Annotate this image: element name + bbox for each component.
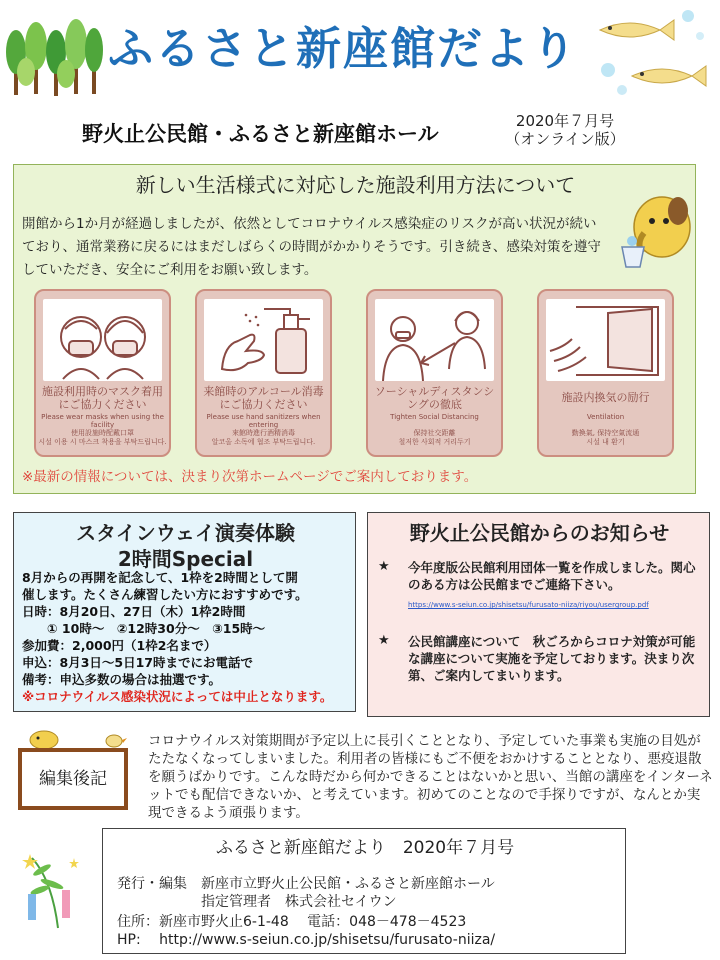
card-mask-cn: 使用設施時配戴口罩 xyxy=(71,429,134,437)
page-title: ふるさと新座館だより xyxy=(108,22,579,75)
star-bullet: ★ xyxy=(378,559,390,574)
notice-title: 新しい生活様式に対応した施設利用方法について xyxy=(135,173,576,197)
usergroup-link[interactable]: https://www.s-seiun.co.jp/shisetsu/furusato-niiza/riyou/usergroup.pdf xyxy=(408,601,649,609)
card-sanitizer-jp: 来館時のアルコール消毒にご協力ください xyxy=(203,385,324,411)
news-title: 野火止公民館からのお知らせ xyxy=(409,521,670,545)
card-ventilation-cn: 勤換氣, 保持空氣流通 xyxy=(571,429,640,437)
tree-icon xyxy=(4,12,104,98)
steinway-line: ① 10時～ ②12時30分～ ③15時～ xyxy=(22,621,266,636)
mascot-icon xyxy=(614,187,694,277)
star-bullet: ★ xyxy=(378,633,390,648)
steinway-line: 催します。たくさん練習したい方におすすめです。 xyxy=(22,587,308,602)
window-icon xyxy=(546,299,665,381)
card-mask xyxy=(34,289,171,457)
news-item-usergroup: 今年度版公民館利用団体一覧を作成しました。関心のある方は公民館までご連絡下さい。 xyxy=(408,560,696,592)
card-ventilation-jp: 施設内換気の励行 xyxy=(561,391,650,404)
colophon-title: ふるさと新座館だより 2020年７月号 xyxy=(215,838,515,858)
card-mask-en: Please wear masks when using the facility xyxy=(41,413,164,429)
card-ventilation xyxy=(537,289,674,457)
bird-icon xyxy=(22,726,128,750)
steinway-box xyxy=(13,512,356,712)
card-sanitizer-en: Please use hand sanitizers when entering xyxy=(206,413,321,429)
card-distancing-cn: 保持社交距離 xyxy=(413,429,456,437)
card-mask-kr: 시설 이용 시 마스크 착용을 부탁드립니다. xyxy=(38,438,167,446)
card-mask-jp: 施設利用時のマスク着用にご協力ください xyxy=(42,385,163,411)
steinway-subtitle: 2時間Special xyxy=(117,547,254,571)
issue-label xyxy=(505,112,625,148)
news-box xyxy=(367,512,710,717)
card-distancing-jp: ソーシャルディスタンシングの徹底 xyxy=(374,385,495,411)
colophon-address: 住所：新座市野火止6-1-48 電話：048－478－4523 xyxy=(117,914,467,930)
card-distancing-kr: 철저한 사회적 거리두기 xyxy=(398,438,471,446)
steinway-title: スタインウェイ演奏体験 xyxy=(76,521,295,545)
steinway-line: 参加費：2,000円（1枠2名まで） xyxy=(22,638,217,653)
notice-body: 開館から1か月が経過しましたが、依然としてコロナウイルス感染症のリスクが高い状況が続いており、通常業務に戻るにはまだしばらくの時間がかかりそうです。引き続き、感染対策を遵守していただき、安全にご利用をお願い致します。 xyxy=(22,216,601,278)
steinway-line: 8月からの再開を記念して、1枠を2時間として開 xyxy=(22,570,298,585)
colophon-manager: 指定管理者 株式会社セイウン xyxy=(117,894,397,910)
tanabata-icon xyxy=(22,850,84,930)
colophon-publisher: 発行・編集 新座市立野火止公民館・ふるさと新座館ホール xyxy=(117,876,495,892)
card-distancing xyxy=(366,289,503,457)
card-sanitizer-kr: 알코올 소독에 협조 부탁드립니다. xyxy=(211,438,316,446)
distance-icon xyxy=(375,299,494,381)
notice-footnote: ※最新の情報については、決まり次第ホームページでご案内しております。 xyxy=(22,469,478,485)
news-item-course: 公民館講座について 秋ごろからコロナ対策が可能な講座について実施を予定しております。決まり次第、ご案内してまいります。 xyxy=(408,634,696,683)
card-sanitizer-cn: 來館時進行酒精消毒 xyxy=(232,429,295,437)
steinway-line: 申込：8月3日～5日17時までにお電話で xyxy=(22,655,253,670)
steinway-line: 備考：申込多数の場合は抽選です。 xyxy=(22,672,222,687)
mask-icon xyxy=(43,299,162,381)
card-distancing-en: Tighten Social Distancing xyxy=(390,413,479,421)
notice-box xyxy=(13,164,696,494)
issue-edition: （オンライン版） xyxy=(505,130,625,148)
editor-note-label: 編集後記 xyxy=(18,748,128,810)
subtitle: 野火止公民館・ふるさと新座館ホール xyxy=(82,122,439,146)
card-sanitizer xyxy=(195,289,332,457)
steinway-warning: ※コロナウイルス感染状況によっては中止となります。 xyxy=(22,689,333,704)
sanitizer-icon xyxy=(204,299,323,381)
colophon-box xyxy=(102,828,626,954)
steinway-body xyxy=(22,569,352,705)
issue-month: 2020年７月号 xyxy=(515,112,615,130)
steinway-line: 日時：8月20日、27日（木）1枠2時間 xyxy=(22,604,246,619)
card-ventilation-kr: 시설 내 환기 xyxy=(586,438,625,446)
editor-note-text: コロナウイルス対策期間が予定以上に長引くこととなり、予定していた事業も実施の目処がたたなくなってしまいました。利用者の皆様にもご不便をおかけすることとなり、悪疫退散を願うばかりです。こんな時だから何かできることはないかと思い、当館の講座をインターネットでも配信できないか、と考えています。初めてのことなので手探りですが、なんとか実現できるよう頑張ります。 xyxy=(148,733,713,821)
fish-icon xyxy=(590,6,716,98)
colophon-homepage: HP: http://www.s-seiun.co.jp/shisetsu/furusato-niiza/ xyxy=(117,932,496,948)
card-ventilation-en: Ventilation xyxy=(586,413,625,421)
